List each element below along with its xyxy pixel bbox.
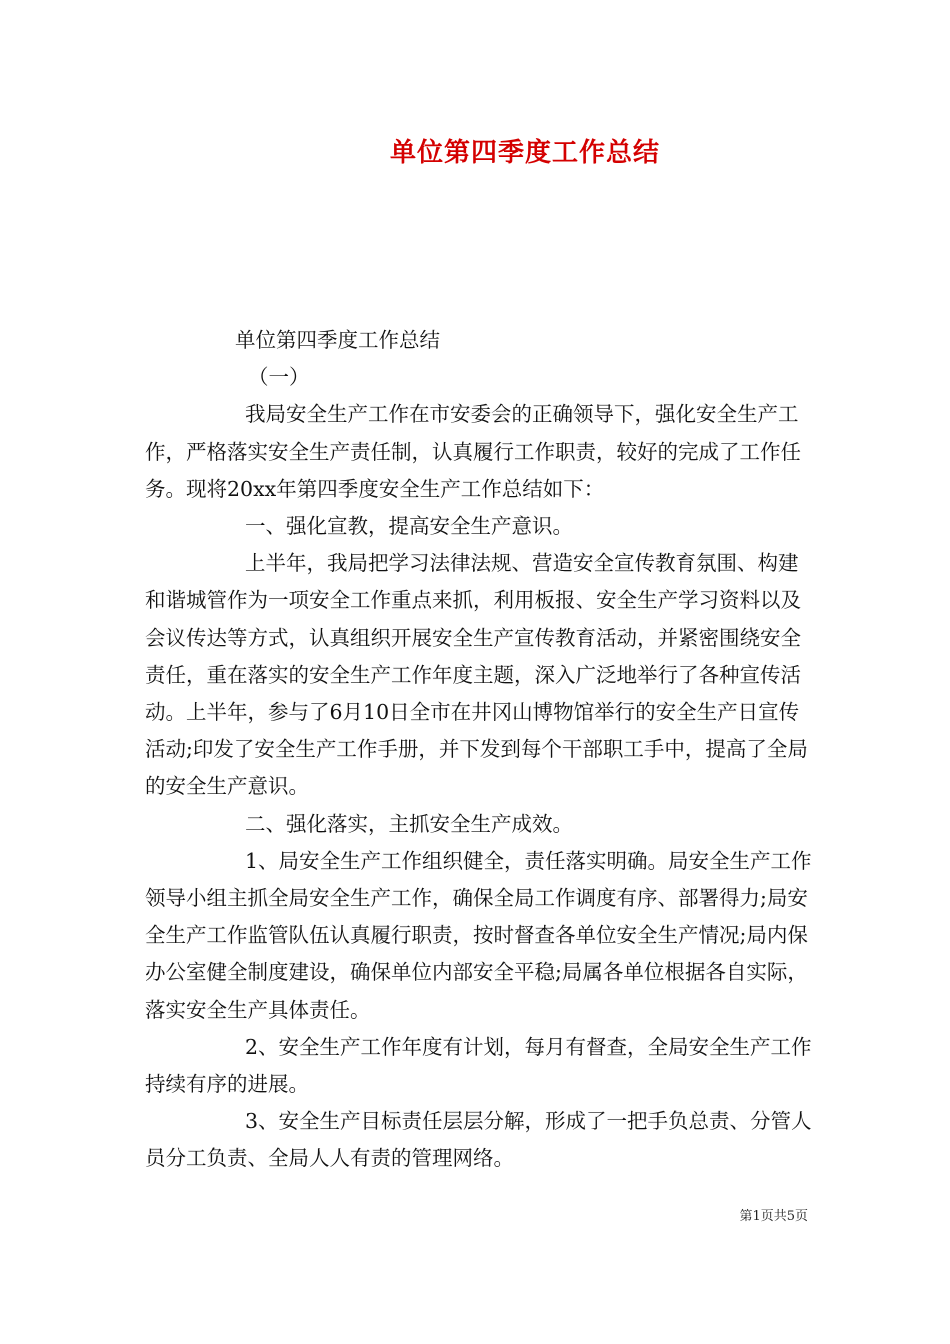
document-subtitle: 单位第四季度工作总结 <box>235 328 440 352</box>
heading-section-2: 二、强化落实，主抓安全生产成效。 <box>245 811 573 836</box>
paragraph-section-1: 上半年，我局把学习法律法规、营造安全宣传教育氛围、构建和谐城管作为一项安全工作重点来抓，利用板报、安全生产学习资料以及会议传达等方式，认真组织开展安全生产宣传教育活动，并紧密围绕安全责任，重在落实的安全生产工作年度主题，深入广泛地举行了各种宣传活动。上半年，参与了6月10日全市在井冈山博物馆举行的安全生产日宣传活动;印发了安全生产工作手册，并下发到每个干部职工手中，提高了全局的安全生产意识。 <box>145 551 808 799</box>
document-body <box>145 322 815 1178</box>
paragraph-item-2: 2、安全生产工作年度有计划，每月有督查，全局安全生产工作持续有序的进展。 <box>145 1034 812 1097</box>
paragraph-item-1: 1、局安全生产工作组织健全，责任落实明确。局安全生产工作领导小组主抓全局安全生产工作，确保全局工作调度有序、部署得力;局安全生产工作监管队伍认真履行职责，按时督查各单位安全生产情况;局内保办公室健全制度建设，确保单位内部安全平稳;局属各单位根据各自实际，落实安全生产具体责任。 <box>145 848 812 1022</box>
heading-section-1: 一、强化宣教，提高安全生产意识。 <box>245 514 573 539</box>
paragraph-intro: 我局安全生产工作在市安委会的正确领导下，强化安全生产工作，严格落实安全生产责任制，认真履行工作职责，较好的完成了工作任务。现将20xx年第四季度安全生产工作总结如下： <box>145 402 801 501</box>
paragraph-item-3: 3、安全生产目标责任层层分解，形成了一把手负总责、分管人员分工负责、全局人人有责的管理网络。 <box>145 1109 812 1171</box>
page-number: 第1页共5页 <box>739 1209 808 1224</box>
document-title: 单位第四季度工作总结 <box>389 138 660 168</box>
part-number: （一） <box>248 365 310 390</box>
